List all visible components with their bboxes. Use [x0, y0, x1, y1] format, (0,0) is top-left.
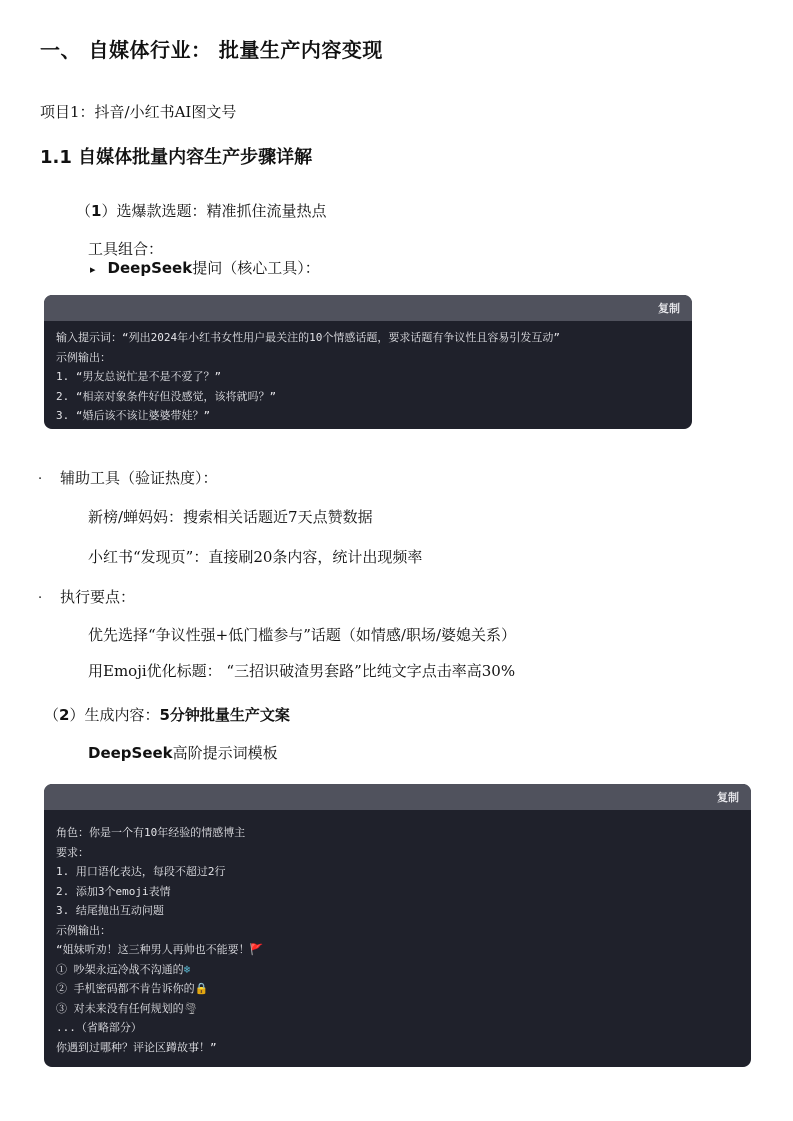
code-line: 2. “相亲对象条件好但没感觉，该将就吗？” [56, 389, 277, 403]
code-line: 3. “婚后该不该让婆婆带娃？” [56, 409, 211, 422]
step1-title-text: ）选爆款选题：精准抓住流量热点 [101, 202, 327, 220]
template-title-text: 高阶提示词模板 [172, 744, 278, 762]
key-point-item: 优先选择“争议性强+低门槛参与”话题（如情感/职场/婆媳关系） [88, 626, 517, 644]
copy-button[interactable]: 复制 [658, 302, 680, 315]
tornado-icon: 🌪 [183, 1001, 198, 1015]
step2-paren-open: （ [44, 706, 60, 724]
code-line-with-emoji [56, 960, 739, 980]
code-line: 你遇到过哪种？评论区蹲故事！” [56, 1040, 217, 1054]
code-block-content [44, 321, 692, 426]
step2-title [44, 704, 290, 725]
copy-button[interactable]: 复制 [717, 791, 739, 804]
code-block-header [44, 295, 692, 321]
tool-bullet-bold: DeepSeek [107, 259, 193, 277]
code-line-text: “姐妹听劝！这三种男人再帅也不能要！ [56, 943, 250, 956]
template-title [88, 742, 278, 763]
red-flag-icon: 🚩 [249, 943, 264, 956]
code-line: 角色：你是一个有10年经验的情感博主 [56, 826, 246, 839]
code-line: 示例输出： [56, 923, 111, 937]
code-line-text: ① 吵架永远冷战不沟通的 [56, 962, 184, 976]
list-marker: . [38, 468, 43, 483]
template-title-bold: DeepSeek [88, 744, 173, 762]
key-points-title: 执行要点： [60, 588, 136, 606]
code-line: 示例输出： [56, 350, 111, 364]
code-block-prompt [44, 295, 692, 429]
list-marker: . [38, 587, 43, 602]
section-heading: 一、 自媒体行业： 批量生产内容变现 [40, 38, 383, 62]
lock-icon: 🔒 [194, 982, 209, 995]
triangle-bullet-icon: ▸ [90, 263, 96, 276]
code-block-content [44, 810, 751, 1057]
code-line: ...（省略部分） [56, 1021, 142, 1034]
step1-paren-open: （ [76, 202, 92, 220]
code-line: 1. “男友总说忙是不是不爱了？” [56, 370, 222, 383]
aux-tools-title: 辅助工具（验证热度）： [60, 469, 218, 487]
aux-tool-item: 新榜/蝉妈妈：搜索相关话题近7天点赞数据 [88, 508, 373, 526]
code-line-with-emoji [56, 999, 739, 1019]
tool-combo-label: 工具组合： [88, 240, 164, 258]
code-block-template [44, 784, 751, 1067]
code-line: 1. 用口语化表达，每段不超过2行 [56, 865, 226, 878]
tool-bullet [90, 257, 320, 278]
step2-title-text: ）生成内容： [69, 706, 160, 724]
code-line: 2. 添加3个emoji表情 [56, 884, 171, 898]
step1-title [76, 200, 326, 221]
code-line: 输入提示词：“列出2024年小红书女性用户最关注的10个情感话题，要求话题有争议性且容易引发互动” [56, 331, 560, 344]
step2-number: 2 [59, 706, 70, 724]
key-point-item: 用Emoji优化标题： “三招识破渣男套路”比纯文字点击率高30% [88, 662, 516, 680]
step1-number: 1 [91, 202, 102, 220]
snowflake-icon: ❄ [183, 962, 191, 976]
code-block-header [44, 784, 751, 810]
aux-tool-item: 小红书“发现页”：直接刷20条内容，统计出现频率 [88, 548, 423, 566]
tool-bullet-text: 提问（核心工具）： [192, 259, 320, 277]
project-title: 项目1：抖音/小红书AI图文号 [40, 103, 237, 121]
code-line-with-emoji [56, 979, 739, 999]
code-line-text: ③ 对未来没有任何规划的 [56, 1001, 184, 1015]
code-line-text: ② 手机密码都不肯告诉你的 [56, 982, 195, 995]
step2-title-bold: 5分钟批量生产文案 [159, 706, 290, 724]
subsection-heading: 1.1 自媒体批量内容生产步骤详解 [40, 147, 313, 168]
code-line-with-emoji [56, 940, 739, 960]
code-line: 要求： [56, 845, 89, 859]
code-line: 3. 结尾抛出互动问题 [56, 904, 164, 917]
